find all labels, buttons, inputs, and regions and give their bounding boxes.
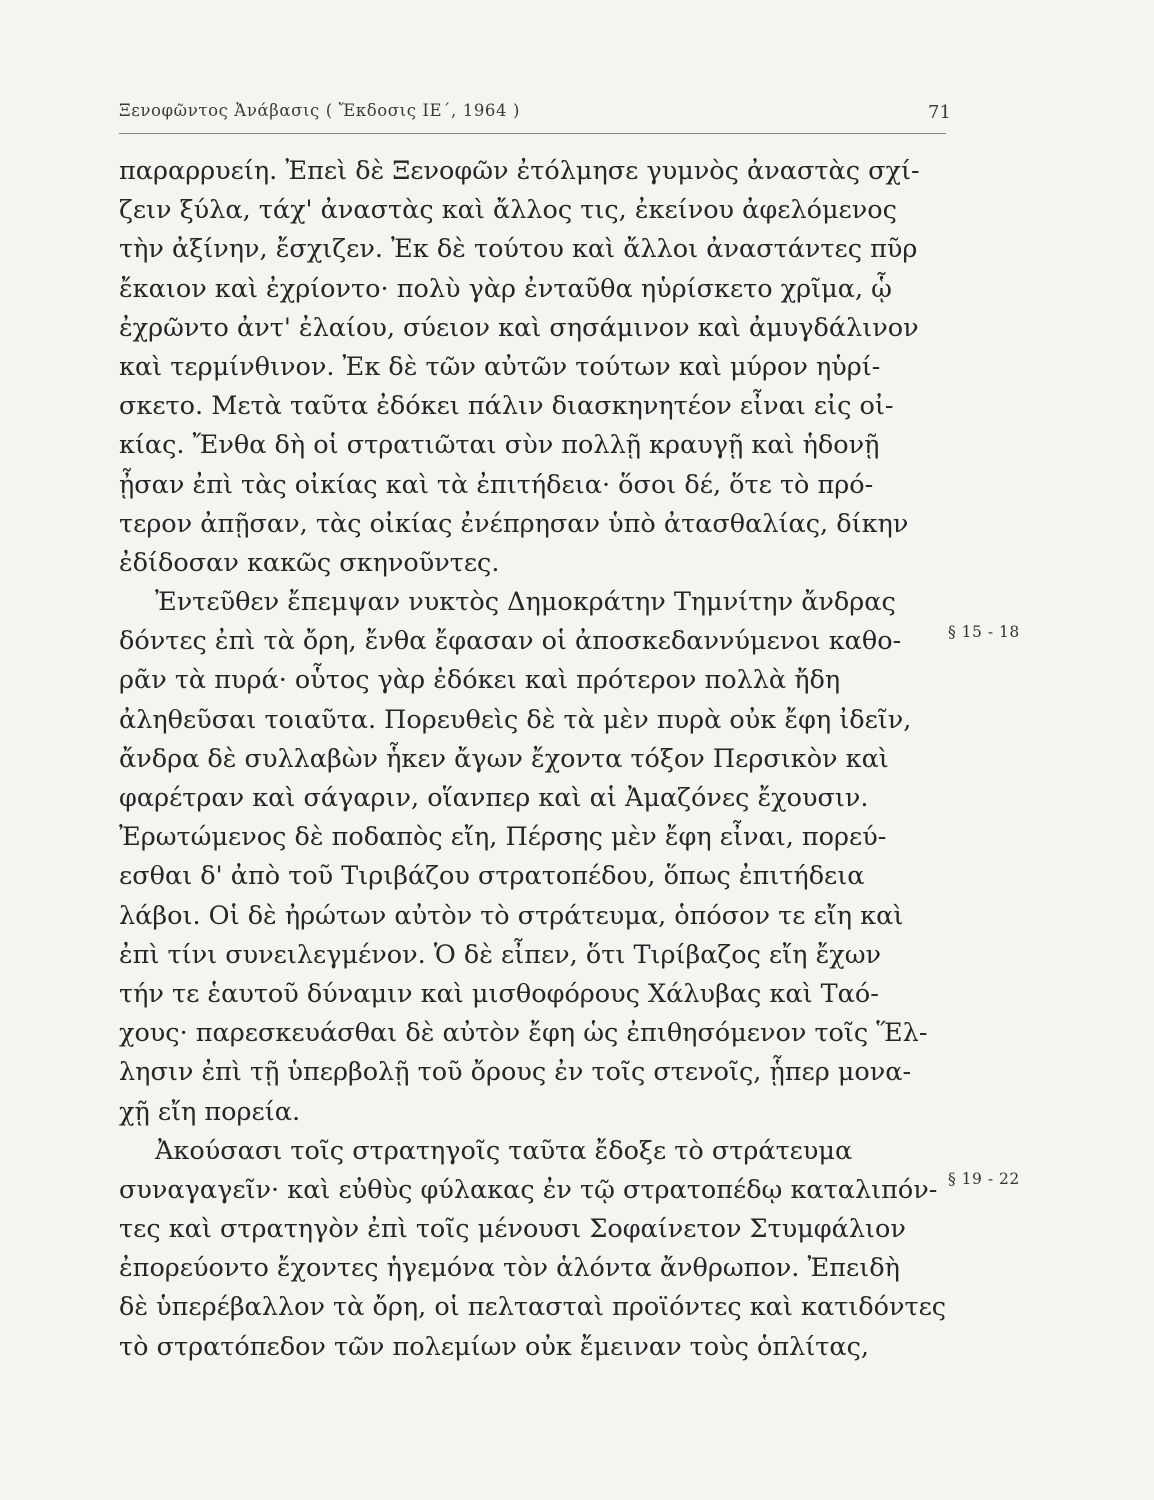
text-line: παραρρυείη. Ἐπεὶ δὲ Ξενοφῶν ἐτόλμησε γυμνὸς ἀναστὰς σχί- xyxy=(119,156,920,186)
page-number: 71 xyxy=(928,102,951,123)
text-line: χους· παρεσκευάσθαι δὲ αὐτὸν ἔφη ὡς ἐπιθησόμενον τοῖς Ἕλ- xyxy=(119,1018,928,1049)
text-line: δόντες ἐπὶ τὰ ὄρη, ἔνθα ἔφασαν οἱ ἀποσκεδαννύμενοι καθο- xyxy=(119,626,902,657)
text-line: ρᾶν τὰ πυρά· οὗτος γὰρ ἐδόκει καὶ πρότερον πολλὰ ἤδη xyxy=(119,665,841,696)
text-line: ἐχρῶντο ἀντ' ἐλαίου, σύειον καὶ σησάμινον καὶ ἀμυγδάλινον xyxy=(119,312,919,343)
text-line: τερον ἀπῇσαν, τὰς οἰκίας ἐνέπρησαν ὑπὸ ἀτασθαλίας, δίκην xyxy=(119,508,909,539)
text-line: λησιν ἐπὶ τῇ ὑπερβολῇ τοῦ ὄρους ἐν τοῖς στενοῖς, ᾗπερ μονα- xyxy=(119,1057,912,1088)
text-line: σκετο. Μετὰ ταῦτα ἐδόκει πάλιν διασκηνητέον εἶναι εἰς οἰ- xyxy=(119,391,894,422)
text-line: ᾖσαν ἐπὶ τὰς οἰκίας καὶ τὰ ἐπιτήδεια· ὅσοι δέ, ὅτε τὸ πρό- xyxy=(119,469,874,500)
section-marker-19-22: § 19 - 22 xyxy=(948,1170,1020,1188)
text-line: δὲ ὑπερέβαλλον τὰ ὄρη, οἱ πελτασταὶ προϊόντες καὶ κατιδόντες xyxy=(119,1292,947,1323)
text-line: ἐδίδοσαν κακῶς σκηνοῦντες. xyxy=(119,547,500,578)
text-line: φαρέτραν καὶ σάγαριν, οἵανπερ καὶ αἱ Ἀμαζόνες ἔχουσιν. xyxy=(119,783,869,813)
text-line: Ἀκούσασι τοῖς στρατηγοῖς ταῦτα ἔδοξε τὸ στράτευμα xyxy=(155,1135,853,1166)
text-line: ἔκαιον καὶ ἐχρίοντο· πολὺ γὰρ ἐνταῦθα ηὑρίσκετο χρῖμα, ᾧ xyxy=(119,273,892,304)
text-line: καὶ τερμίνθινον. Ἐκ δὲ τῶν αὐτῶν τούτων καὶ μύρον ηὑρί- xyxy=(119,351,881,382)
text-line: ἐπὶ τίνι συνειλεγμένον. Ὁ δὲ εἶπεν, ὅτι Τιρίβαζος εἴη ἔχων xyxy=(119,939,881,970)
running-header: Ξενοφῶντος Ἀνάβασις ( Ἔκδοσις ΙΕ΄, 1964 ) xyxy=(119,101,520,120)
text-line: τήν τε ἑαυτοῦ δύναμιν καὶ μισθοφόρους Χάλυβας καὶ Ταό- xyxy=(119,978,879,1009)
text-line: χῇ εἴη πορεία. xyxy=(119,1096,301,1127)
text-line: ἀληθεῦσαι τοιαῦτα. Πορευθεὶς δὲ τὰ μὲν πυρὰ οὐκ ἔφη ἰδεῖν, xyxy=(119,704,912,735)
text-line: ἐπορεύοντο ἔχοντες ἡγεμόνα τὸν ἁλόντα ἄνθρωπον. Ἐπειδὴ xyxy=(119,1253,900,1284)
text-line: Ἐρωτώμενος δὲ ποδαπὸς εἴη, Πέρσης μὲν ἔφη εἶναι, πορεύ- xyxy=(119,822,887,853)
main-text xyxy=(119,152,946,1367)
text-line: τὸ στρατόπεδον τῶν πολεμίων οὐκ ἔμειναν τοὺς ὁπλίτας, xyxy=(119,1331,870,1362)
text-line: Ἐντεῦθεν ἔπεμψαν νυκτὸς Δημοκράτην Τημνίτην ἄνδρας xyxy=(155,587,896,618)
section-marker-15-18: § 15 - 18 xyxy=(948,623,1020,641)
text-line: λάβοι. Οἱ δὲ ἠρώτων αὐτὸν τὸ στράτευμα, ὁπόσον τε εἴη καὶ xyxy=(119,900,904,931)
header-divider xyxy=(119,133,946,134)
text-line: ζειν ξύλα, τάχ' ἀναστὰς καὶ ἄλλος τις, ἐκείνου ἀφελόμενος xyxy=(119,195,897,226)
text-line: τὴν ἀξίνην, ἔσχιζεν. Ἐκ δὲ τούτου καὶ ἄλλοι ἀναστάντες πῦρ xyxy=(119,234,918,265)
text-line: κίας. Ἔνθα δὴ οἱ στρατιῶται σὺν πολλῇ κραυγῇ καὶ ἡδονῇ xyxy=(119,430,880,461)
text-line: συναγαγεῖν· καὶ εὐθὺς φύλακας ἐν τῷ στρατοπέδῳ καταλιπόν- xyxy=(119,1174,938,1205)
text-line: εσθαι δ' ἀπὸ τοῦ Τιριβάζου στρατοπέδου, ὅπως ἐπιτήδεια xyxy=(119,861,865,892)
text-line: ἄνδρα δὲ συλλαβὼν ἧκεν ἄγων ἔχοντα τόξον Περσικὸν καὶ xyxy=(119,743,889,774)
text-line: τες καὶ στρατηγὸν ἐπὶ τοῖς μένουσι Σοφαίνετον Στυμφάλιον xyxy=(119,1214,906,1245)
